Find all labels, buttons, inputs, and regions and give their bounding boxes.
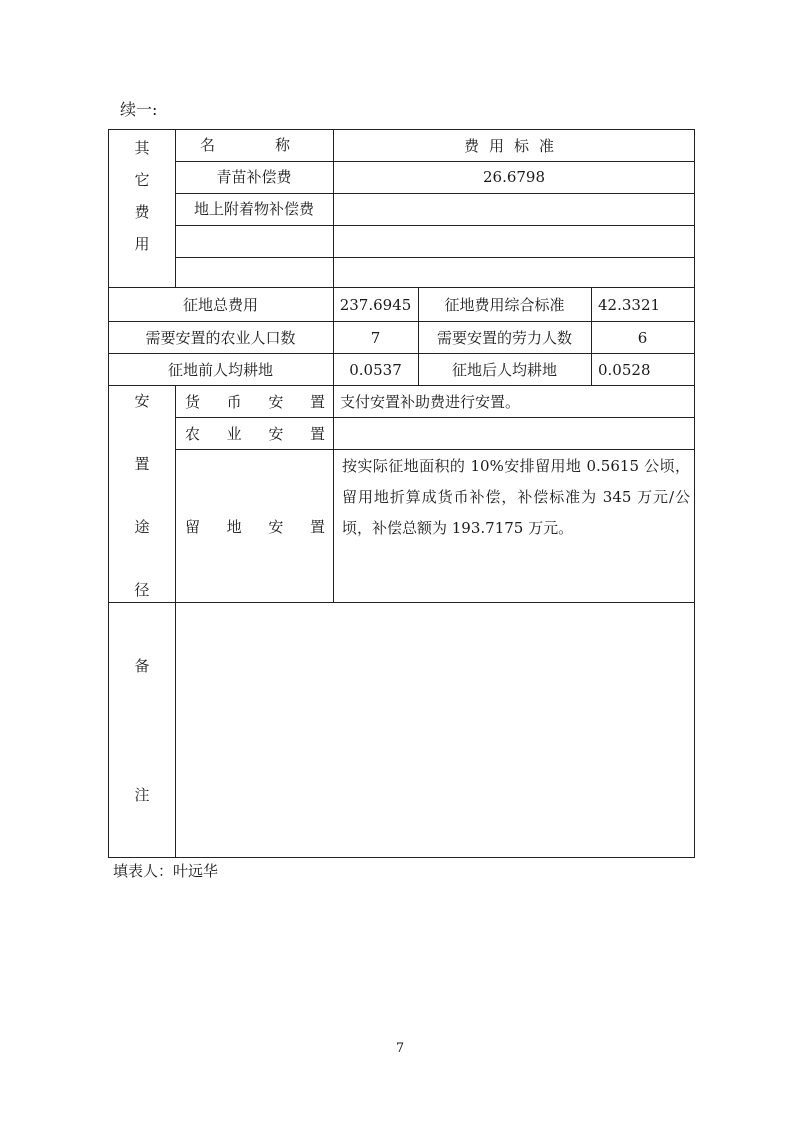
monetary-resettlement-label [185, 393, 325, 411]
after-land-label: 征地后人均耕地 [451, 361, 557, 379]
page-number: 7 [395, 1041, 405, 1056]
fee-name-row-2: 地上附着物补偿费 [193, 200, 314, 218]
standard-column-header: 费用标准 [463, 137, 564, 155]
fee-name-row-1: 青苗补偿费 [216, 168, 292, 186]
name-column-header [200, 136, 351, 154]
resettlement-section-label [132, 390, 152, 600]
agri-population-value: 7 [370, 329, 381, 347]
before-land-value: 0.0537 [349, 361, 402, 379]
total-cost-label: 征地总费用 [182, 296, 258, 314]
fee-standard-row-1: 26.6798 [482, 168, 546, 186]
reserved-land-resettlement-label [185, 518, 325, 536]
after-land-value: 0.0528 [598, 361, 651, 379]
remarks-section-label [132, 655, 152, 805]
labor-count-label: 需要安置的劳力人数 [436, 329, 572, 347]
monetary-resettlement-value: 支付安置补助费进行安置。 [340, 393, 521, 411]
preparer-line: 填表人：叶远华 [113, 862, 219, 880]
remarks-label-text: 备 注 [134, 657, 150, 804]
composite-standard-value: 42.3321 [598, 296, 661, 314]
reserved-land-resettlement-value: 按实际征地面积的 10%安排留用地 0.5615 公顷，留用地折算成货币补偿，补偿标准为 345 万元/公顷，补偿总额为 193.7175 万元。 [342, 457, 690, 537]
total-cost-value: 237.6945 [339, 296, 412, 314]
reserved-label-text: 留 地 安 置 [185, 518, 325, 536]
agri-population-label: 需要安置的农业人口数 [145, 329, 296, 347]
other-fees-section-label: 其它费用 [134, 139, 150, 253]
agricultural-label-text: 农 业 安 置 [185, 425, 325, 443]
monetary-label-text: 货 币 安 置 [185, 393, 325, 411]
name-header-text: 名称 [200, 136, 351, 154]
labor-count-value: 6 [637, 329, 648, 347]
resettlement-label-text: 安 置 途 径 [134, 392, 150, 599]
before-land-label: 征地前人均耕地 [167, 361, 273, 379]
agricultural-resettlement-label [185, 425, 325, 443]
continuation-label: 续一: [120, 100, 158, 119]
composite-standard-label: 征地费用综合标准 [444, 296, 565, 314]
